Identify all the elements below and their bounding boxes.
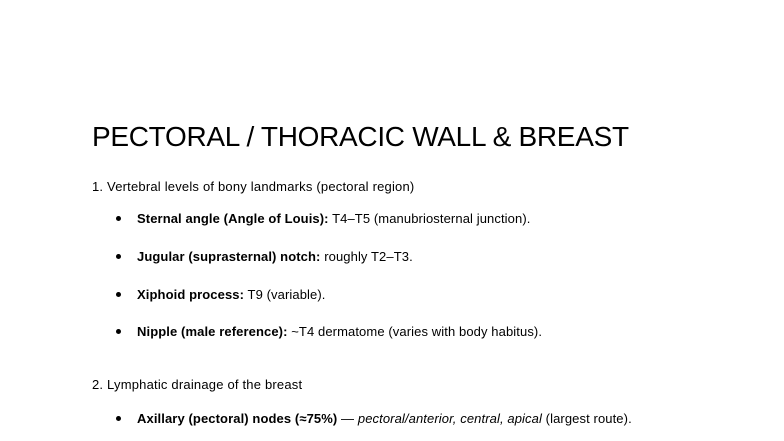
list-item-text-italic: pectoral/anterior, central, apical <box>357 411 542 426</box>
list-item-term: Axillary (pectoral) nodes (≈75%) <box>137 411 338 426</box>
list-item-text: ~T4 dermatome (varies with body habitus). <box>287 324 543 339</box>
list-item-text: — <box>337 411 358 426</box>
list-item-term: Jugular (suprasternal) notch: <box>137 249 321 264</box>
bullet-icon <box>116 416 121 421</box>
list-item-nipple <box>116 324 542 339</box>
list-item-jugular-notch <box>116 249 413 264</box>
list-item-text-tail: (largest route). <box>541 411 632 426</box>
list-item-sternal-angle <box>116 211 530 226</box>
list-item-term: Sternal angle (Angle of Louis): <box>137 211 329 226</box>
list-item-term: Nipple (male reference): <box>137 324 288 339</box>
list-item-xiphoid-process <box>116 287 326 302</box>
list-item-term: Xiphoid process: <box>137 287 245 302</box>
section-heading-lymphatic-drainage: 2. Lymphatic drainage of the breast <box>92 377 303 392</box>
list-item-axillary-nodes <box>116 411 632 426</box>
bullet-icon <box>116 329 121 334</box>
bullet-icon <box>116 216 121 221</box>
bullet-icon <box>116 292 121 297</box>
section-heading-vertebral-levels: 1. Vertebral levels of bony landmarks (pectoral region) <box>92 179 415 194</box>
list-item-text: T4–T5 (manubriosternal junction). <box>328 211 531 226</box>
list-item-text: roughly T2–T3. <box>320 249 413 264</box>
list-item-text: T9 (variable). <box>244 287 326 302</box>
bullet-icon <box>116 254 121 259</box>
page-title: PECTORAL / THORACIC WALL & BREAST <box>92 121 629 152</box>
